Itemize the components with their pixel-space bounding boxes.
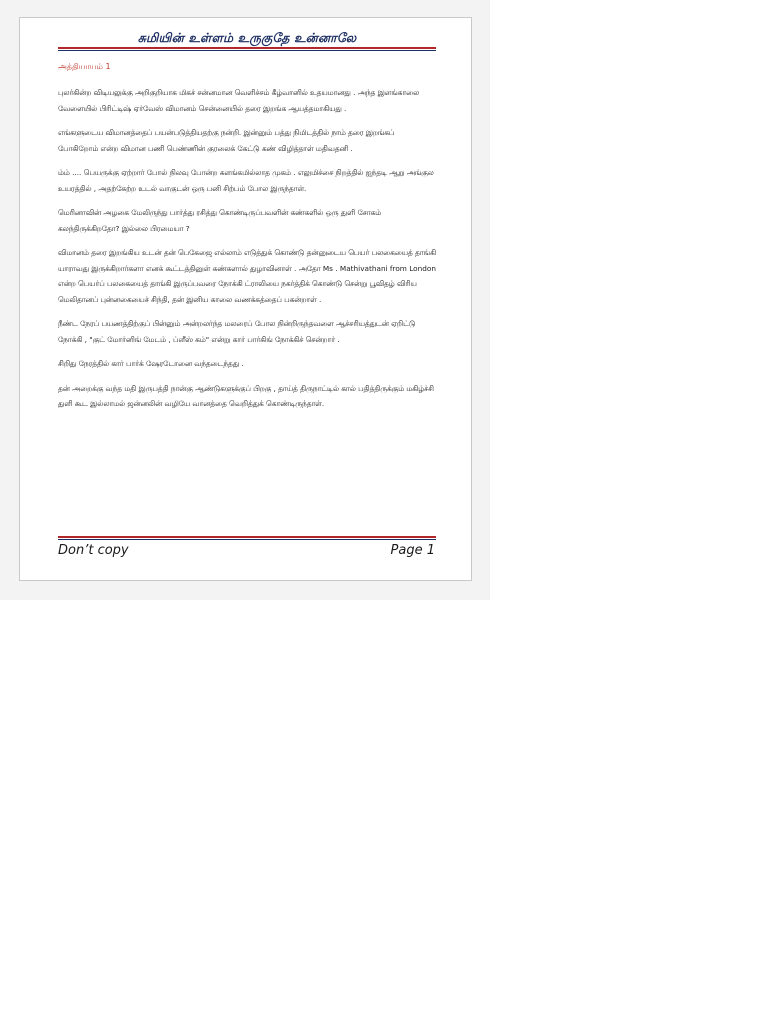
paragraph: நீண்ட நேரப் பயணத்திற்குப் பின்னும் அன்றலர்ந்த மலரைப் போல நின்றிருந்தவளை ஆச்சரியத்துடன் ஏறிட்டு நோக்கி , "குட் மோர்னிங் மேடம் , ப்ளீஸ் கம்" என்று கார் பார்கிங் நோக்கிச் சென்றார் . bbox=[58, 319, 416, 344]
footer-copy-notice: Don’t copy bbox=[58, 543, 129, 558]
footer-page-number: Page 1 bbox=[390, 543, 435, 558]
body-text bbox=[58, 85, 436, 421]
paragraph: புலர்கின்ற விடியலுக்கு அறிகுறியாக மிகச் சன்னமான வெளிச்சம் கீழ்வானில் உதயமானது . அந்த இளங்காலை வேளையில் பிரிட்டிஷ் ஏர்வேஸ் விமானம் சென்னையில் தரை இறங்க ஆயத்தமாகியது . bbox=[58, 88, 420, 113]
page-title: சுமியின் உள்ளம் உருகுதே உன்னாலே bbox=[137, 30, 357, 45]
chapter-heading: அத்தியாயம் 1 bbox=[58, 62, 111, 71]
footer-rule bbox=[58, 536, 436, 540]
paragraph: தன் அறைக்கு வந்த மதி இருபத்தி நான்கு ஆண்டுகளுக்குப் பிறகு , தாய்த் திருநாட்டில் கால் பதித்திருக்கும் மகிழ்ச்சி துளி கூட இல்லாமல் ஜன்னலின் வழியே வானத்தை வெறித்துக் கொண்டிருந்தாள். bbox=[58, 383, 434, 408]
paragraph: மெரினாவின் அழகை மேலிருந்து பார்த்து ரசித்து கொண்டிருப்பவளின் கண்களில் ஒரு துளி சோகம் கலந்திருக்கிறதோ? இல்லை பிரமையா ? bbox=[58, 208, 382, 233]
header-rule bbox=[58, 47, 436, 51]
paragraph: சிறிது நேரத்தில் கார் பார்க் ஷேரடோனை வந்தடைந்தது . bbox=[58, 359, 244, 368]
document-page bbox=[19, 17, 472, 581]
paragraph: விமானம் தரை இறங்கிய உடன் தன் பெகேஜை எல்லாம் எடுத்துக் கொண்டு தன்னுடைய பெயர் பலகையைத் தாங்கி யாராவது இருக்கிறார்களா எனக் கூட்டத்தினுள் கண்களால் துழாவினாள் . அதோ Ms . Mathivathani from London என்ற பெயர்ப் பலகையைத் தாங்கி இருப்பவரை நோக்கி ட்ராலியை நகர்த்திக் கொண்டு சென்று பூவிதழ் விரிய மெலிதானப் புன்னகையைச் சிந்தி, தன் இனிய காலை வணக்கத்தைப் பகன்றாள் . bbox=[58, 248, 436, 304]
paragraph: எங்களுடைய விமானத்தைப் பயன்படுத்தியதற்கு நன்றி. இன்னும் பத்து நிமிடத்தில் நாம் தரை இறங்கப் போகிறோம் என்ற விமான பணி பெண்ணின் குரலைக் கேட்டு கண் விழித்தாள் மதிவதனி . bbox=[58, 128, 395, 153]
paragraph: ம்ம் .... பெயருக்கு ஏற்றார் போல் நிலவு போன்ற களங்கமில்லாத முகம் . எலுமிச்சை நிறத்தில் ஐந்தடி ஆறு அங்குல உயரத்தில் , அதற்கேற்ற உடல் வாகுடன் ஒரு பனி சிற்பம் போல இருந்தாள். bbox=[58, 168, 434, 193]
